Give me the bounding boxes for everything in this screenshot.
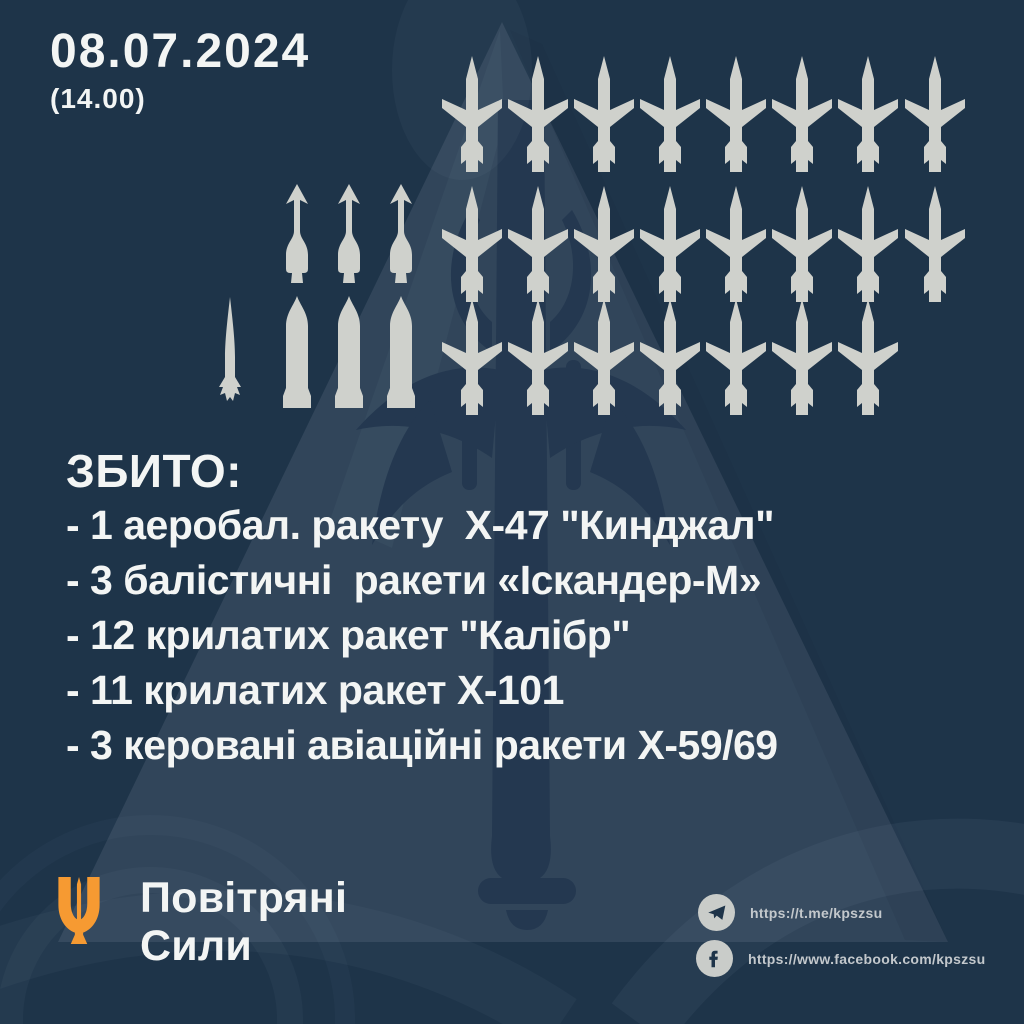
brand-title — [140, 874, 347, 970]
summary-item-iskander: - 3 балістичні ракети «Іскандер-М» — [66, 557, 761, 603]
facebook-url: https://www.facebook.com/kpszsu — [748, 950, 986, 967]
report-time: (14.00) — [50, 83, 146, 114]
trident-icon — [56, 876, 102, 944]
summary-item-x5969: - 3 керовані авіаційні ракети Х-59/69 — [66, 722, 778, 768]
summary-item-kalibr: - 12 крилатих ракет "Калібр" — [66, 612, 631, 658]
brand-line1: Повітряні — [140, 874, 348, 922]
facebook-link-row — [696, 940, 985, 977]
facebook-icon — [696, 940, 733, 977]
telegram-url: https://t.me/kpszsu — [750, 904, 883, 921]
summary-item-x101: - 11 крилатих ракет Х-101 — [66, 667, 564, 713]
telegram-plane-icon — [707, 903, 727, 923]
summary-title: ЗБИТО: — [66, 445, 242, 497]
telegram-icon — [698, 894, 735, 931]
report-date: 08.07.2024 — [50, 25, 311, 78]
facebook-f-icon — [704, 948, 726, 970]
summary-item-kinzhal: - 1 аеробал. ракету Х-47 "Кинджал" — [66, 502, 775, 548]
brand-line2: Сили — [140, 922, 253, 970]
telegram-link-row — [698, 894, 883, 931]
